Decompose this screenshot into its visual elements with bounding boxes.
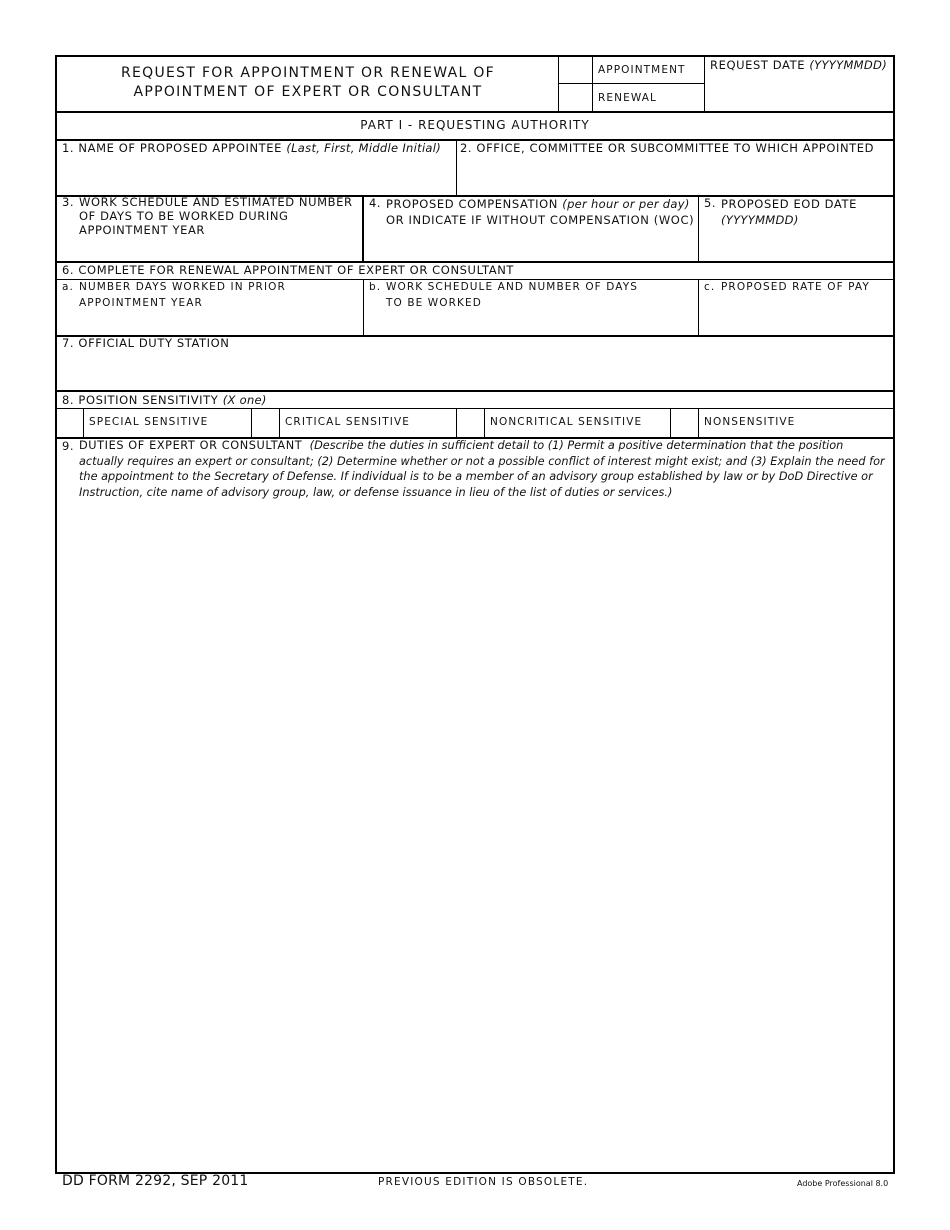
- software-note: Adobe Professional 8.0: [797, 1179, 889, 1188]
- field6b-label: WORK SCHEDULE AND NUMBER OF DAYS TO BE WORKED: [386, 281, 639, 309]
- critical-sensitive-checkbox[interactable]: [252, 409, 279, 437]
- critical-sensitive-label: CRITICAL SENSITIVE: [285, 416, 410, 428]
- work-schedule-field[interactable]: [58, 240, 361, 260]
- field6c-label: PROPOSED RATE OF PAY: [721, 281, 870, 293]
- appointee-name-field[interactable]: [58, 158, 454, 194]
- field5-label: PROPOSED EOD DATE (YYYYMMDD): [721, 197, 857, 227]
- field3-label: WORK SCHEDULE AND ESTIMATED NUMBER OF DAYS TO BE WORKED DURING APPOINTMENT YEAR: [79, 195, 353, 237]
- eod-date-field[interactable]: [700, 232, 892, 260]
- field4-number: 4.: [369, 196, 382, 210]
- field7-label: 7. OFFICIAL DUTY STATION: [62, 336, 230, 350]
- field6c-number: c.: [704, 281, 716, 293]
- appointment-checkbox[interactable]: [559, 57, 592, 83]
- duties-field[interactable]: [58, 505, 892, 1170]
- form-title: REQUEST FOR APPOINTMENT OR RENEWAL OF APPOINTMENT OF EXPERT OR CONSULTANT: [120, 65, 496, 100]
- nonsensitive-label: NONSENSITIVE: [704, 416, 796, 428]
- part1-heading: PART I - REQUESTING AUTHORITY: [360, 118, 590, 132]
- special-sensitive-checkbox[interactable]: [57, 409, 83, 437]
- form-number: DD FORM 2292, SEP 2011: [62, 1173, 249, 1189]
- request-date-field[interactable]: [706, 74, 892, 110]
- field6a-label: NUMBER DAYS WORKED IN PRIOR APPOINTMENT YEAR: [79, 281, 286, 309]
- rate-of-pay-field[interactable]: [700, 298, 892, 334]
- field6a-number: a.: [62, 281, 74, 293]
- field4-label: PROPOSED COMPENSATION (per hour or per day) OR INDICATE IF WITHOUT COMPENSATION (WOC): [386, 197, 695, 227]
- special-sensitive-label: SPECIAL SENSITIVE: [89, 416, 209, 428]
- noncritical-sensitive-label: NONCRITICAL SENSITIVE: [490, 416, 643, 428]
- field8-label: 8. POSITION SENSITIVITY (X one): [62, 393, 267, 407]
- field6b-number: b.: [369, 281, 382, 293]
- nonsensitive-checkbox[interactable]: [671, 409, 698, 437]
- field3-number: 3.: [62, 195, 75, 209]
- field2-label: 2. OFFICE, COMMITTEE OR SUBCOMMITTEE TO WHICH APPOINTED: [460, 141, 875, 155]
- field9-label: DUTIES OF EXPERT OR CONSULTANT (Describe the duties in sufficient detail to (1) Permit a positive determination that the position actually requires an expert or consultant; (2) Determine whether or not a possible conflict of interest might exist; and (3) Explain the need for the appointment to the Secretary of Defense. If individual is to be a member of an advisory group established by law or by DoD Directive or Instruction, cite name of advisory group, law, or defense issuance in lieu of the list of duties or services.): [79, 439, 885, 499]
- obsolete-notice: PREVIOUS EDITION IS OBSOLETE.: [378, 1176, 589, 1188]
- compensation-field[interactable]: [366, 232, 696, 260]
- field1-label: 1. NAME OF PROPOSED APPOINTEE (Last, First, Middle Initial): [62, 141, 442, 155]
- noncritical-sensitive-checkbox[interactable]: [457, 409, 484, 437]
- field5-number: 5.: [704, 196, 717, 210]
- renewal-checkbox[interactable]: [559, 84, 592, 111]
- appointment-label: APPOINTMENT: [598, 64, 686, 76]
- field6-label: 6. COMPLETE FOR RENEWAL APPOINTMENT OF EXPERT OR CONSULTANT: [62, 263, 515, 277]
- request-date-label: REQUEST DATE (YYYYMMDD): [710, 58, 887, 72]
- prior-days-worked-field[interactable]: [58, 312, 361, 334]
- duty-station-field[interactable]: [58, 352, 892, 389]
- renewal-schedule-field[interactable]: [366, 312, 696, 334]
- office-committee-field[interactable]: [458, 158, 892, 194]
- renewal-label: RENEWAL: [598, 92, 657, 104]
- field9-number: 9.: [62, 439, 75, 453]
